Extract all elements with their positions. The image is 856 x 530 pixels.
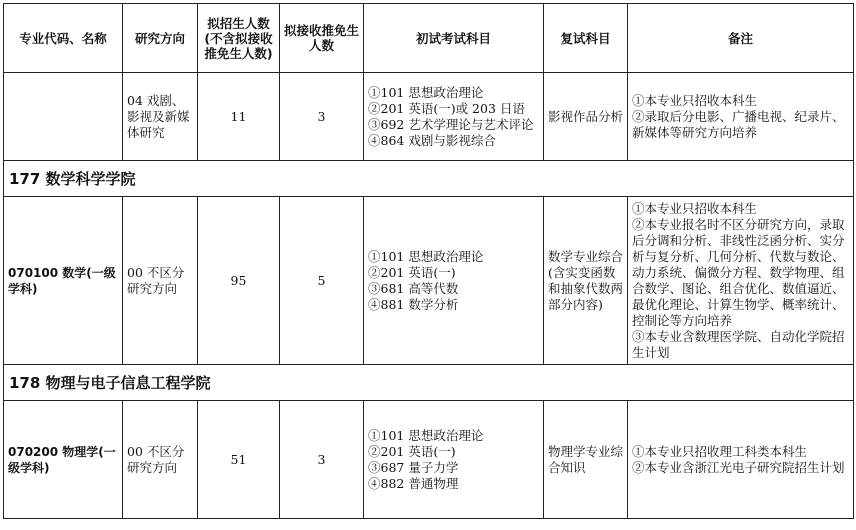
research-direction: 00 不区分研究方向: [123, 197, 198, 365]
exam-subject: ④882 普通物理: [368, 475, 459, 491]
section-title: 177 数学科学学院: [4, 161, 854, 197]
exam-subject: ②201 英语(一): [368, 264, 456, 280]
notes: [628, 197, 854, 365]
note-item: ②本专业含浙江光电子研究院招生计划: [632, 459, 845, 475]
exam-subjects: [364, 401, 544, 519]
header-exempt: 拟接收推免生人数: [280, 4, 364, 73]
header-direction: 研究方向: [123, 4, 198, 73]
planned-count: 95: [198, 197, 280, 365]
header-exam: 初试考试科目: [364, 4, 544, 73]
notes: [628, 401, 854, 519]
header-row: [4, 4, 854, 73]
header-retest: 复试科目: [544, 4, 628, 73]
research-direction: 00 不区分研究方向: [123, 401, 198, 519]
note-item: ①本专业只招收理工科类本科生: [632, 443, 808, 459]
note-item: ②录取后分电影、广播电视、纪录片、新媒体等研究方向培养: [632, 108, 845, 140]
exam-subject: ②201 英语(一): [368, 443, 456, 459]
note-item: ②本专业报名时不区分研究方向，录取后分调和分析、非线性泛函分析、实分析与复分析、几何分析、代数与数论、动力系统、偏微分方程、数学物理、组合数学、图论、组合优化、数值逼近、最优化理论、计算生物学、概率统计、控制论等方向培养: [632, 216, 845, 328]
retest-subject: 影视作品分析: [544, 73, 628, 161]
exam-subject: ①101 思想政治理论: [368, 427, 484, 443]
section-row: [4, 365, 854, 401]
exam-subject: ①101 思想政治理论: [368, 248, 484, 264]
exam-subjects: [364, 73, 544, 161]
exempt-count: 3: [280, 73, 364, 161]
header-code: 专业代码、名称: [4, 4, 123, 73]
header-planned: 拟招生人数(不含拟接收推免生人数): [198, 4, 280, 73]
note-item: ③本专业含数理医学院、自动化学院招生计划: [632, 328, 845, 360]
retest-subject: 物理学专业综合知识: [544, 401, 628, 519]
exam-subject: ③681 高等代数: [368, 280, 459, 296]
notes: [628, 73, 854, 161]
exam-subject: ④881 数学分析: [368, 296, 459, 312]
header-notes: 备注: [628, 4, 854, 73]
major-code: [4, 73, 123, 161]
planned-count: 11: [198, 73, 280, 161]
exam-subject: ①101 思想政治理论: [368, 84, 484, 100]
exempt-count: 5: [280, 197, 364, 365]
note-item: ①本专业只招收本科生: [632, 92, 758, 108]
retest-subject: 数学专业综合(含实变函数和抽象代数两部分内容): [544, 197, 628, 365]
research-direction: 04 戏剧、影视及新媒体研究: [123, 73, 198, 161]
note-item: ①本专业只招收本科生: [632, 200, 758, 216]
section-row: [4, 161, 854, 197]
admissions-table: [3, 3, 854, 519]
exam-subject: ③687 量子力学: [368, 459, 459, 475]
major-code: 070100 数学(一级学科): [4, 197, 123, 365]
exam-subject: ④864 戏剧与影视综合: [368, 132, 496, 148]
exam-subject: ③692 艺术学理论与艺术评论: [368, 116, 534, 132]
exempt-count: 3: [280, 401, 364, 519]
table-row: [4, 73, 854, 161]
exam-subject: ②201 英语(一)或 203 日语: [368, 100, 525, 116]
table-row: [4, 197, 854, 365]
exam-subjects: [364, 197, 544, 365]
major-code: 070200 物理学(一级学科): [4, 401, 123, 519]
table-row: [4, 401, 854, 519]
section-title: 178 物理与电子信息工程学院: [4, 365, 854, 401]
planned-count: 51: [198, 401, 280, 519]
